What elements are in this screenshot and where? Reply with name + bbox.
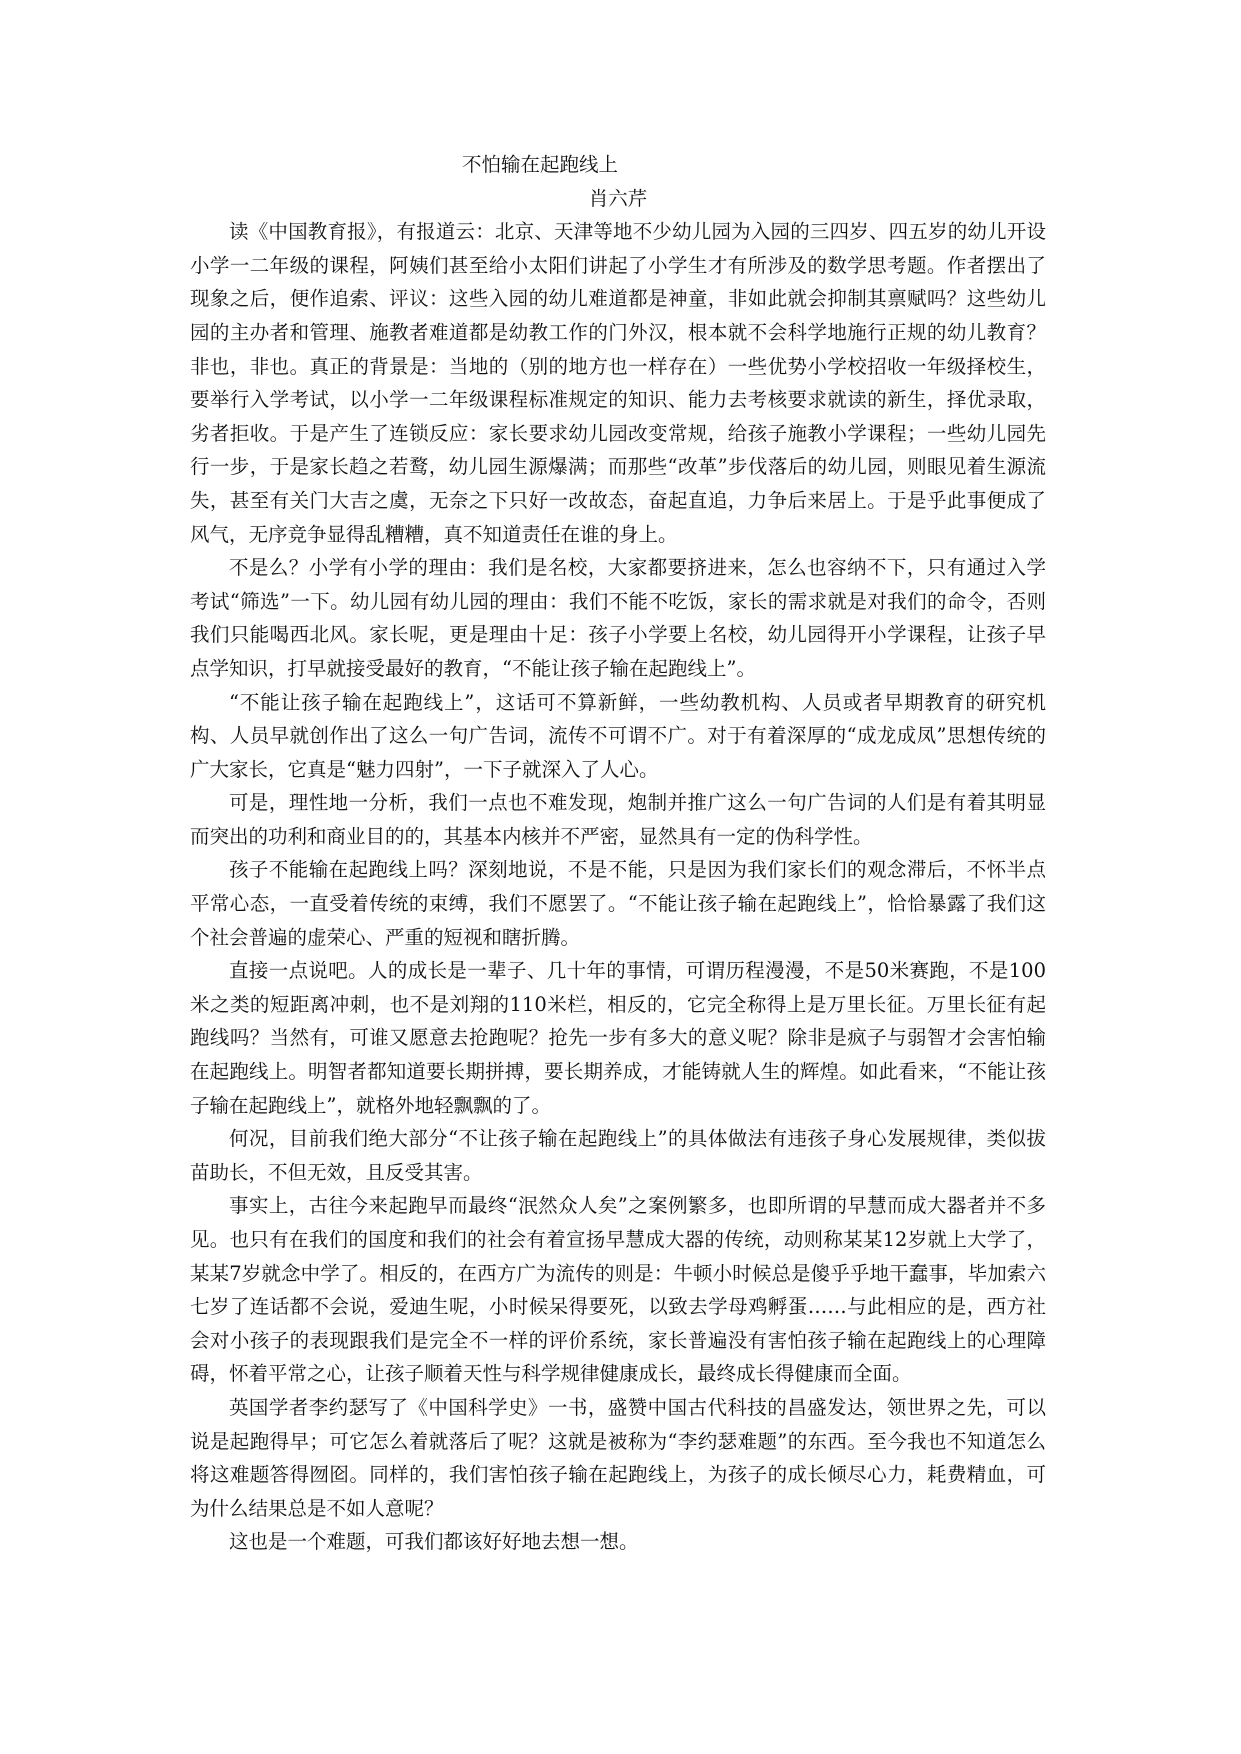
document-page xyxy=(190,148,1046,1559)
paragraph: 读《中国教育报》，有报道云：北京、天津等地不少幼儿园为入园的三四岁、四五岁的幼儿开设小学一二年级的课程，阿姨们甚至给小太阳们讲起了小学生才有所涉及的数学思考题。作者摆出了现象之后，便作追索、评议：这些入园的幼儿难道都是神童，非如此就会抑制其禀赋吗？这些幼儿园的主办者和管理、施教者难道都是幼教工作的门外汉，根本就不会科学地施行正规的幼儿教育？非也，非也。真正的背景是：当地的（别的地方也一样存在）一些优势小学校招收一年级择校生，要举行入学考试，以小学一二年级课程标准规定的知识、能力去考核要求就读的新生，择优录取，劣者拒收。于是产生了连锁反应：家长要求幼儿园改变常规，给孩子施教小学课程；一些幼儿园先行一步，于是家长趋之若鹜，幼儿园生源爆满；而那些“改革”步伐落后的幼儿园，则眼见着生源流失，甚至有关门大吉之虞，无奈之下只好一改故态，奋起直追，力争后来居上。于是乎此事便成了风气，无序竞争显得乱糟糟，真不知道责任在谁的身上。 xyxy=(190,220,1046,546)
article-body xyxy=(190,215,1046,1559)
paragraph: 孩子不能输在起跑线上吗？深刻地说，不是不能，只是因为我们家长们的观念滞后，不怀半点平常心态，一直受着传统的束缚，我们不愿罢了。“不能让孩子输在起跑线上”，恰恰暴露了我们这个社会普遍的虚荣心、严重的短视和瞎折腾。 xyxy=(190,858,1046,949)
paragraph: “不能让孩子输在起跑线上”，这话可不算新鲜，一些幼教机构、人员或者早期教育的研究机构、人员早就创作出了这么一句广告词，流传不可谓不广。对于有着深厚的“成龙成凤”思想传统的广大家长，它真是“魅力四射”，一下子就深入了人心。 xyxy=(190,690,1046,781)
paragraph: 这也是一个难题，可我们都该好好地去想一想。 xyxy=(229,1530,639,1554)
paragraph: 直接一点说吧。人的成长是一辈子、几十年的事情，可谓历程漫漫，不是50米赛跑，不是100米之类的短距离冲刺，也不是刘翔的110米栏，相反的，它完全称得上是万里长征。万里长征有起跑线吗？当然有，可谁又愿意去抢跑呢？抢先一步有多大的意义呢？除非是疯子与弱智才会害怕输在起跑线上。明智者都知道要长期拼搏，要长期养成，才能铸就人生的辉煌。如此看来，“不能让孩子输在起跑线上”，就格外地轻飘飘的了。 xyxy=(190,959,1046,1117)
article-author: 肖六芹 xyxy=(588,186,648,210)
paragraph: 可是，理性地一分析，我们一点也不难发现，炮制并推广这么一句广告词的人们是有着其明显而突出的功利和商业目的的，其基本内核并不严密，显然具有一定的伪科学性。 xyxy=(190,791,1046,848)
paragraph: 不是么？小学有小学的理由：我们是名校，大家都要挤进来，怎么也容纳不下，只有通过入学考试“筛选”一下。幼儿园有幼儿园的理由：我们不能不吃饭，家长的需求就是对我们的命令，否则我们只能喝西北风。家长呢，更是理由十足：孩子小学要上名校，幼儿园得开小学课程，让孩子早点学知识，打早就接受最好的教育，“不能让孩子输在起跑线上”。 xyxy=(190,556,1046,680)
article-title: 不怕输在起跑线上 xyxy=(462,153,619,176)
paragraph: 事实上，古往今来起跑早而最终“泯然众人矣”之案例繁多，也即所谓的早慧而成大器者并不多见。也只有在我们的国度和我们的社会有着宣扬早慧成大器的传统，动则称某某12岁就上大学了，某某7岁就念中学了。相反的，在西方广为流传的则是：牛顿小时候总是傻乎乎地干蠢事，毕加索六七岁了连话都不会说，爱迪生呢，小时候呆得要死，以致去学母鸡孵蛋……与此相应的是，西方社会对小孩子的表现跟我们是完全不一样的评价系统，家长普遍没有害怕孩子输在起跑线上的心理障碍，怀着平常之心，让孩子顺着天性与科学规律健康成长，最终成长得健康而全面。 xyxy=(190,1194,1046,1386)
paragraph: 英国学者李约瑟写了《中国科学史》一书，盛赞中国古代科技的昌盛发达，领世界之先，可以说是起跑得早；可它怎么着就落后了呢？这就是被称为“李约瑟难题”的东西。至今我也不知道怎么将这难题答得囫囵。同样的，我们害怕孩子输在起跑线上，为孩子的成长倾尽心力，耗费精血，可为什么结果总是不如人意呢？ xyxy=(190,1395,1046,1520)
paragraph: 何况，目前我们绝大部分“不让孩子输在起跑线上”的具体做法有违孩子身心发展规律，类似拔苗助长，不但无效，且反受其害。 xyxy=(190,1127,1046,1184)
